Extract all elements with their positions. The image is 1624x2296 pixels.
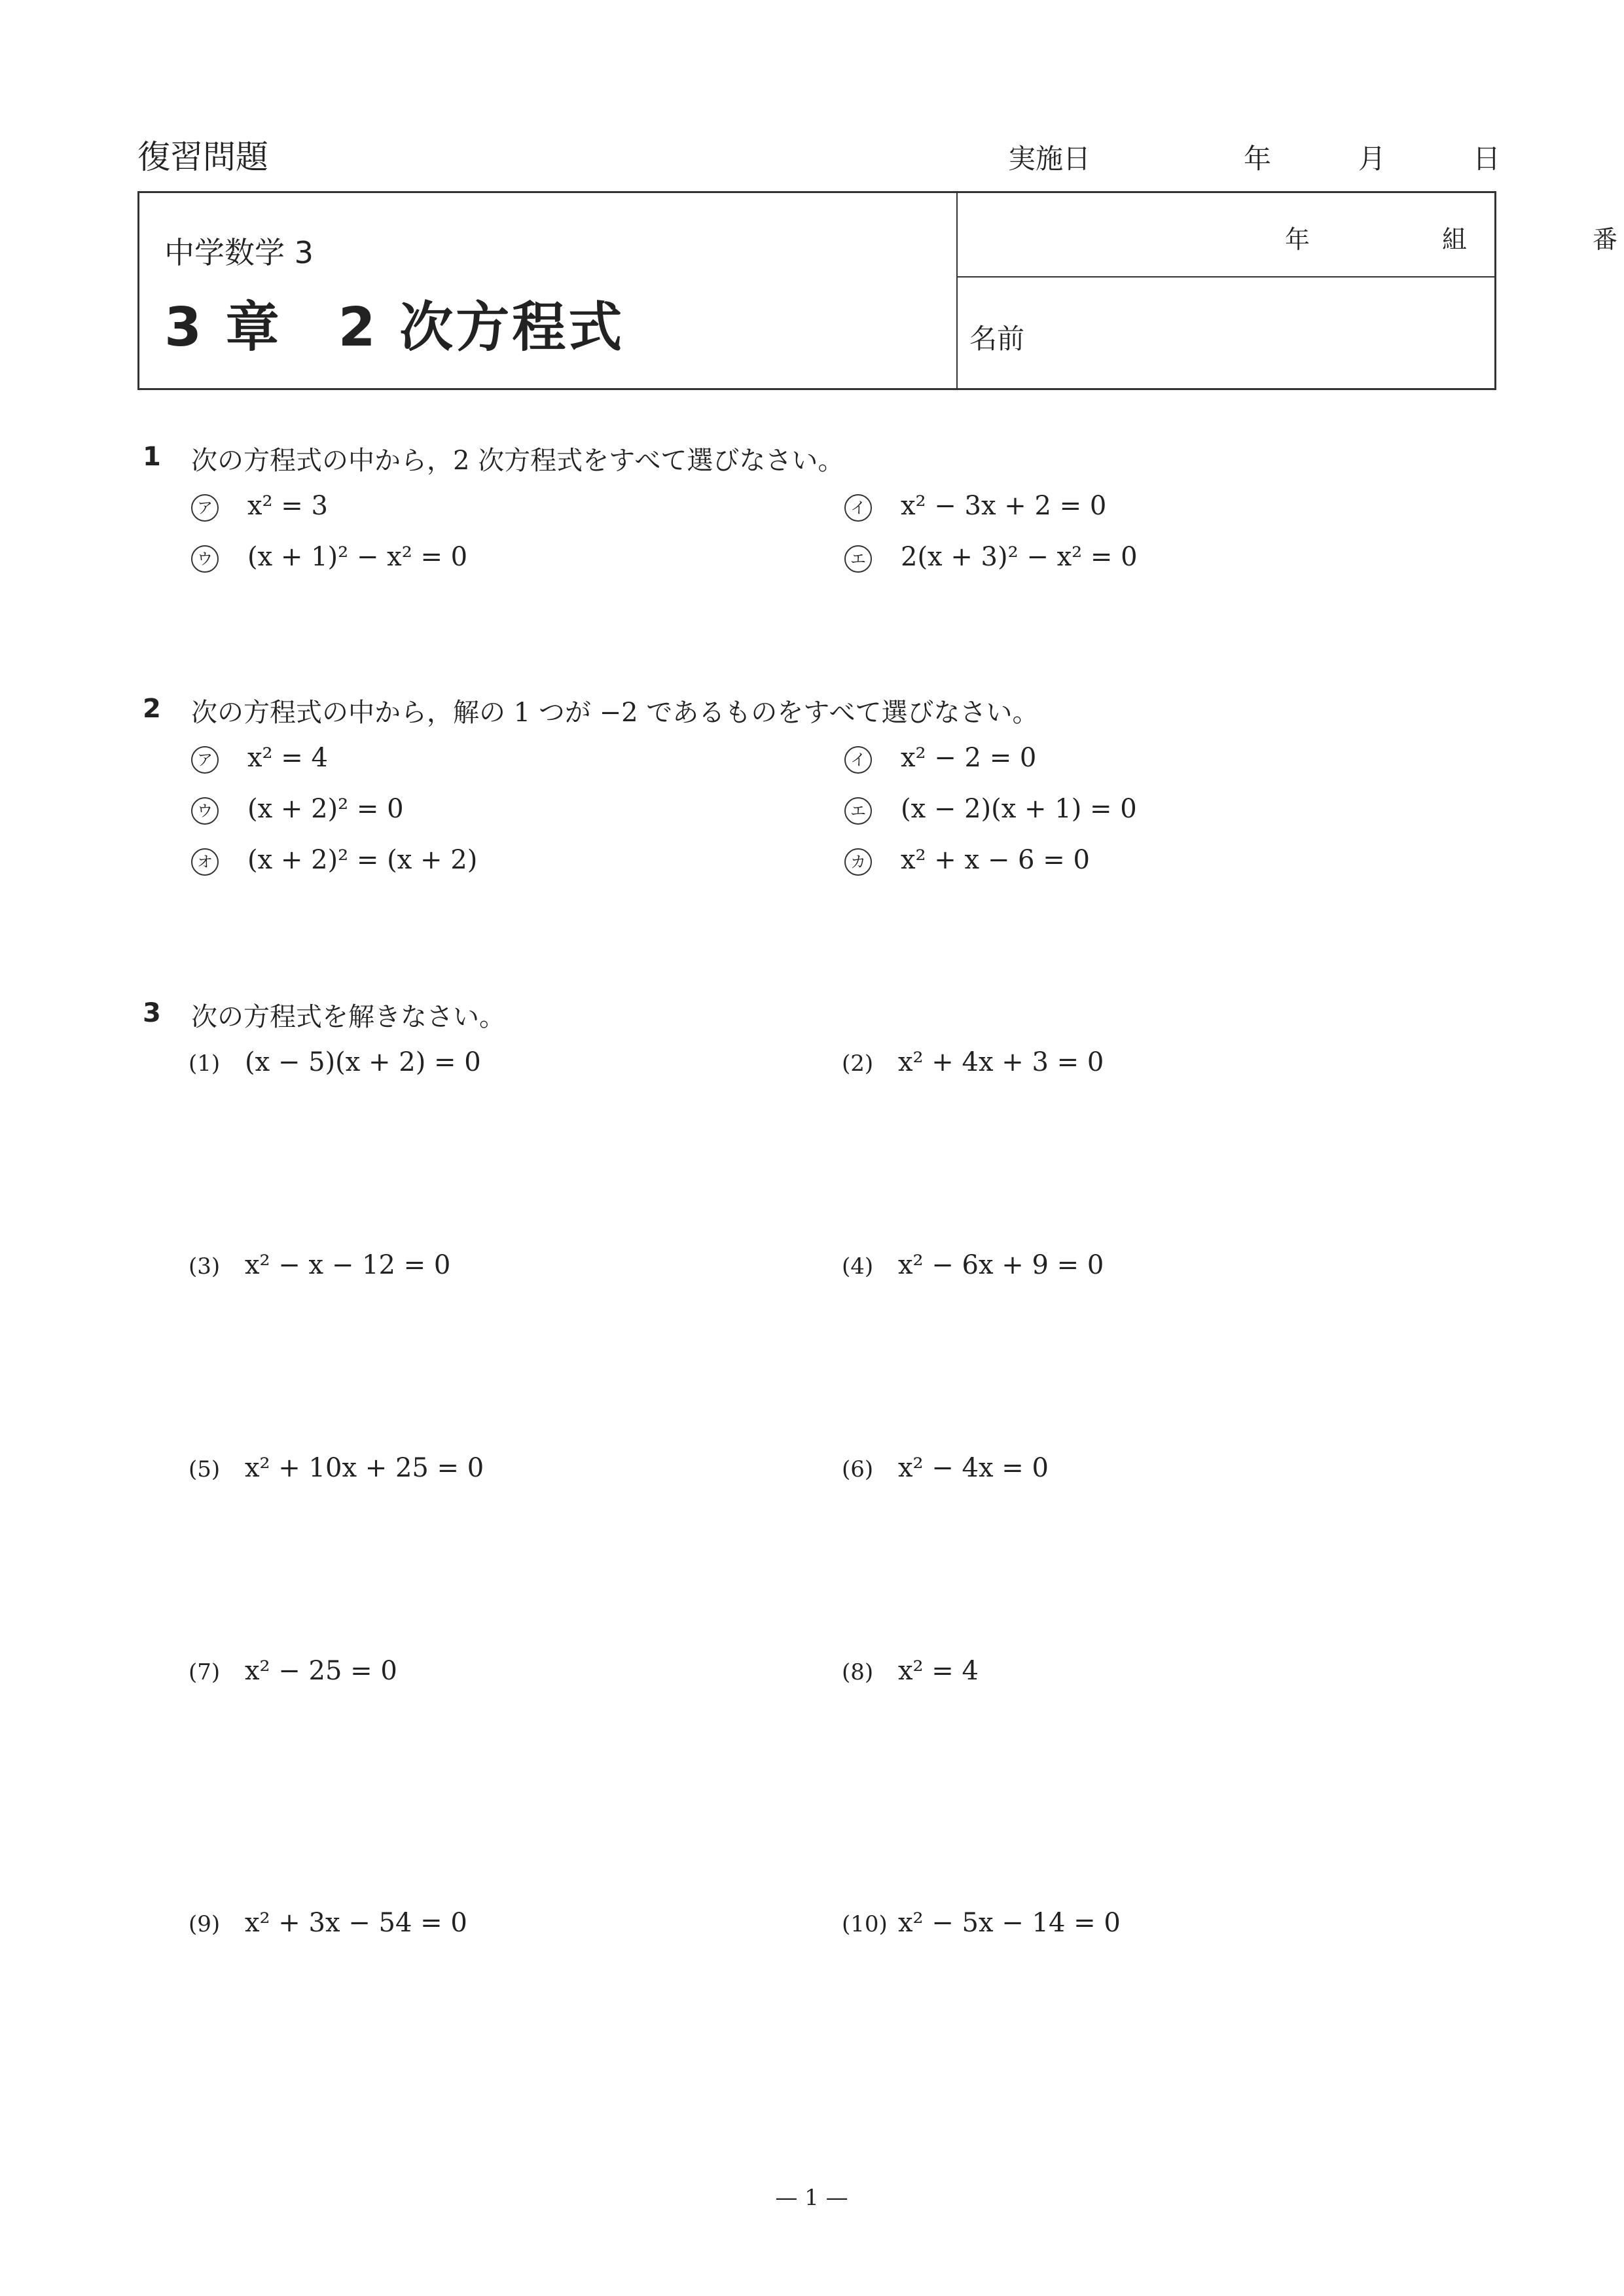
q1-option-a (191, 491, 328, 522)
q3-item-8 (842, 1656, 979, 1686)
q1-option-e (844, 542, 1138, 573)
item-number: (4) (842, 1253, 874, 1280)
option-expression: x² − 3x + 2 = 0 (901, 491, 1107, 521)
q3-item-10 (842, 1908, 1121, 1938)
q3-item-2 (842, 1047, 1104, 1077)
q1-option-u (191, 542, 467, 573)
name-label: 名前 (969, 323, 1025, 355)
q2-option-ka (844, 845, 1090, 876)
item-expression: x² + 3x − 54 = 0 (245, 1908, 467, 1938)
item-number: (1) (189, 1050, 221, 1077)
option-marker: ウ (191, 545, 219, 573)
course-title: 中学数学 3 (164, 235, 314, 270)
item-number: (7) (189, 1659, 221, 1685)
option-expression: x² = 3 (247, 491, 328, 521)
option-expression: (x + 1)² − x² = 0 (247, 542, 468, 572)
question-2-text: 次の方程式の中から，解の 1 つが −2 であるものをすべて選びなさい。 (191, 698, 1039, 728)
question-1-number: 1 (143, 442, 161, 472)
item-number: (3) (189, 1253, 221, 1280)
item-number: (2) (842, 1050, 874, 1077)
date-row (1008, 137, 1506, 177)
item-expression: x² + 10x + 25 = 0 (245, 1453, 484, 1483)
option-expression: x² + x − 6 = 0 (901, 845, 1090, 875)
grade-year-label: 年 (1285, 225, 1310, 254)
q2-option-u (191, 794, 404, 825)
q2-option-a (191, 743, 328, 774)
q3-item-9 (189, 1908, 467, 1938)
item-number: (10) (842, 1911, 888, 1937)
option-expression: x² = 4 (247, 743, 328, 773)
q1-option-i (844, 491, 1106, 522)
option-marker: ア (191, 746, 219, 774)
item-expression: x² − 6x + 9 = 0 (898, 1250, 1104, 1280)
q3-item-6 (842, 1453, 1049, 1483)
date-label: 実施日 (1008, 143, 1091, 175)
option-expression: 2(x + 3)² − x² = 0 (901, 542, 1138, 572)
q2-option-o (191, 845, 477, 876)
option-marker: イ (844, 494, 872, 522)
option-marker: エ (844, 545, 872, 573)
item-expression: (x − 5)(x + 2) = 0 (245, 1047, 481, 1077)
q2-option-i (844, 743, 1036, 774)
item-expression: x² − x − 12 = 0 (245, 1250, 451, 1280)
option-expression: (x + 2)² = (x + 2) (247, 845, 478, 875)
item-expression: x² − 5x − 14 = 0 (898, 1908, 1121, 1938)
q3-item-7 (189, 1656, 397, 1686)
grade-class-label: 組 (1442, 225, 1468, 254)
header-divider-horizontal (958, 276, 1494, 278)
item-expression: x² + 4x + 3 = 0 (898, 1047, 1104, 1077)
page-number: — 1 — (775, 2185, 848, 2211)
question-3-text: 次の方程式を解きなさい。 (191, 1002, 505, 1032)
grade-class-number-row (958, 193, 1618, 276)
option-expression: (x − 2)(x + 1) = 0 (901, 794, 1137, 824)
header-box (137, 191, 1618, 390)
date-month-label: 月 (1358, 143, 1386, 175)
item-number: (5) (189, 1456, 221, 1482)
item-expression: x² = 4 (898, 1656, 979, 1686)
option-expression: x² − 2 = 0 (901, 743, 1037, 773)
question-3-number: 3 (143, 998, 161, 1028)
date-year-label: 年 (1244, 143, 1272, 175)
option-marker: エ (844, 797, 872, 825)
option-marker: オ (191, 848, 219, 876)
item-expression: x² − 25 = 0 (245, 1656, 397, 1686)
question-2-number: 2 (143, 694, 161, 724)
q3-item-4 (842, 1250, 1104, 1280)
item-number: (6) (842, 1456, 874, 1482)
item-number: (8) (842, 1659, 874, 1685)
date-day-label: 日 (1473, 143, 1501, 175)
q3-item-1 (189, 1047, 481, 1077)
option-expression: (x + 2)² = 0 (247, 794, 404, 824)
q2-option-e (844, 794, 1137, 825)
question-1-text: 次の方程式の中から，2 次方程式をすべて選びなさい。 (191, 446, 844, 476)
q3-item-3 (189, 1250, 450, 1280)
option-marker: イ (844, 746, 872, 774)
item-number: (9) (189, 1911, 221, 1937)
option-marker: ウ (191, 797, 219, 825)
grade-number-label: 番 (1593, 225, 1618, 254)
option-marker: ア (191, 494, 219, 522)
review-label: 復習問題 (137, 138, 268, 176)
option-marker: カ (844, 848, 872, 876)
chapter-title: 3 章 2 次方程式 (164, 296, 625, 359)
q3-item-5 (189, 1453, 484, 1483)
item-expression: x² − 4x = 0 (898, 1453, 1049, 1483)
